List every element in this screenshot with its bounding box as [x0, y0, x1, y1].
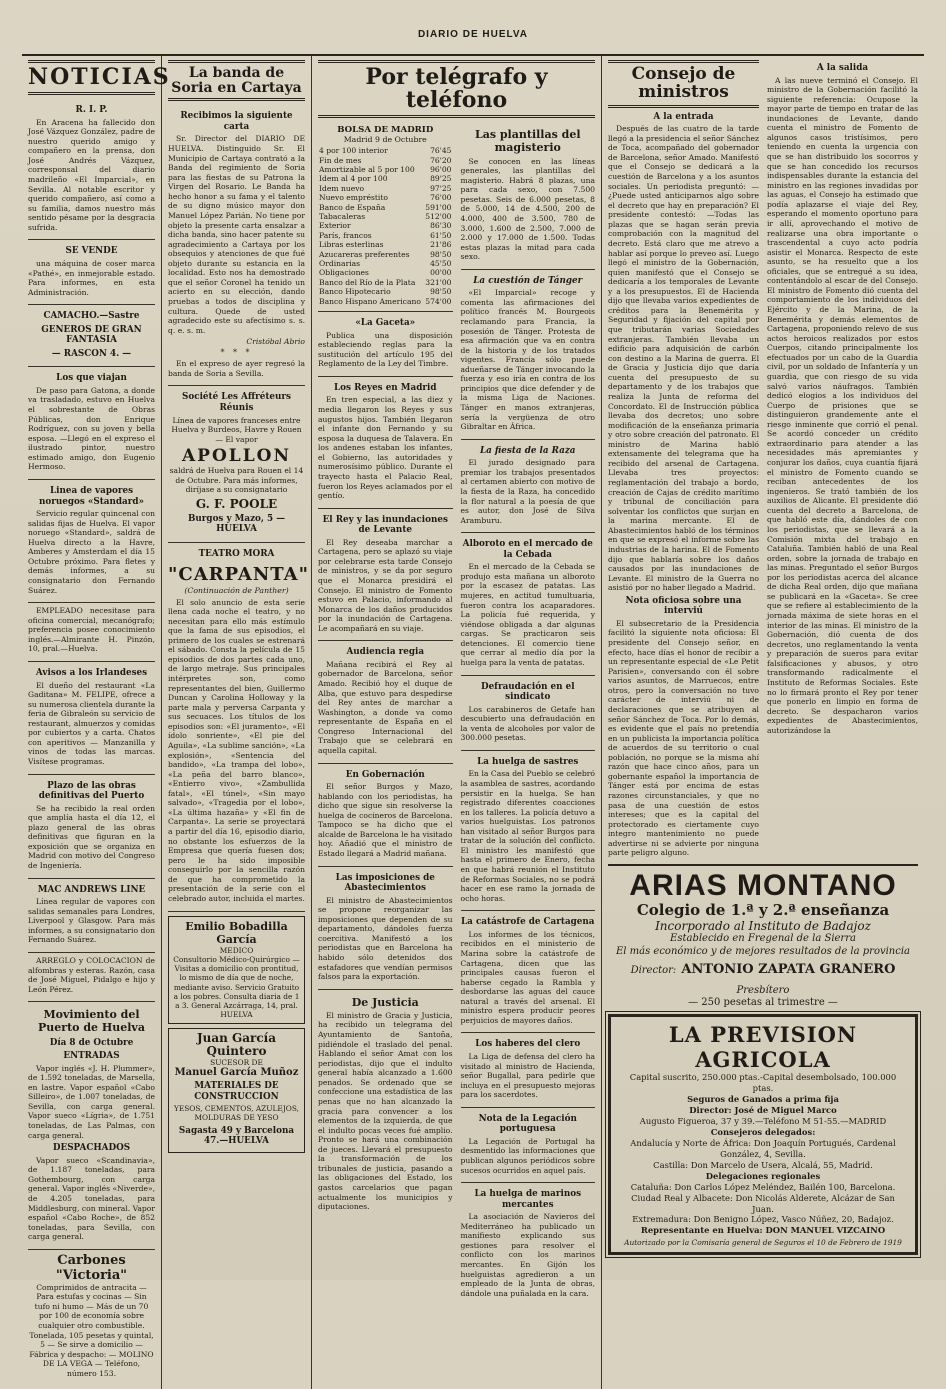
- bolsa-security: 4 por 100 interior: [319, 146, 388, 156]
- reyes: [318, 377, 453, 509]
- raza-body: El jurado designado para premiar los trabajos presentados al certamen abierto con motivo de la fiesta de la Raza, ha concedido la flor natural a la poesía de que es autor, don José de Silva Aramburu.: [460, 458, 595, 525]
- mercado-cebada: [461, 533, 596, 675]
- bolsa-row: [318, 156, 453, 165]
- vapores-title: Linea de vapores noruegos «Standard»: [38, 485, 145, 507]
- catastrofe-cartagena: [461, 911, 596, 1033]
- movimiento-puerto: [28, 1002, 155, 1250]
- bolsa-quote: 89'25: [430, 174, 452, 184]
- quintero-ad: [168, 1028, 305, 1153]
- huelga-marinos: [461, 1183, 596, 1305]
- avisos-body: El dueño del restaurant «La Gaditana» M. FELIPE, ofrece a su numerosa clientela durante la feria de Gibraleón su servicio de restaurant, almuerzos y comidas por cubiertos y a carta. Chatos con aperitivos — Manzanilla y vinos de todas las marcas. Visítese programas.: [28, 680, 155, 766]
- bolsa-security: Amortizable al 5 por 100: [319, 165, 415, 174]
- justicia-title: De Justicia: [351, 995, 419, 1009]
- prevision-lines: [619, 1072, 907, 1236]
- sastres-body: En la Casa del Pueblo se celebró la asamblea de sastres, acordando persistir en la huelga. Se han registrado diferentes coacciones en los talleres. La policía detuvo a varios huelguistas. Los patronos han visitado al señor Burgos para tratar de la solución del conflicto. El ministro les manifestó que hasta el primero de Enero, fecha en que habrá reunión el Instituto de Reformas Sociales, no se podrá hacer en ese ramo la jornada de ocho horas.: [460, 769, 595, 903]
- prevision-line: Extremadura: Don Benigno López, Vasco Núñez, 20, Badajoz.: [632, 1214, 894, 1225]
- tanger-body: «El Imparcial» recoge y comenta las afirmaciones del político francés M. Bourgeois reclamando para Francia, la posesión de Tánger. Protesta de esa afirmación que va en contra de la historia y de los tratados vigentes. Francia sólo puede adueñarse de Tánger invocando la fuerza y eso iría en contra de los principios que dice defender y de la misma Liga de Naciones. Tánger en manos extranjeras, sería la vergüenza de otro Gibraltar en África.: [460, 288, 595, 432]
- salida-title: A la salida: [816, 63, 869, 73]
- movimiento-date: Día 8 de Octubre: [49, 1037, 134, 1048]
- gaceta-body: Publica una disposición estableciendo reglas para la sustitución del artículo 195 del Reglamento de la Ley del Timbre.: [318, 330, 453, 369]
- arias-director: ANTONIO ZAPATA GRANERO: [681, 962, 896, 978]
- legacion-portuguesa: [461, 1108, 596, 1183]
- arias-line3: Establecido en Fregenal de la Sierra: [670, 933, 856, 945]
- telegrafo-left: [318, 122, 453, 1305]
- bolsa-title: BOLSA DE MADRID: [337, 125, 434, 136]
- oficiosa-title: Nota oficiosa sobre una interviú: [625, 595, 742, 617]
- bolsa-security: Tabacaleras: [319, 212, 366, 222]
- gobernacion: [318, 764, 453, 867]
- bolsa-security: Obligaciones: [319, 268, 369, 278]
- bolsa-quote: 98'50: [430, 287, 452, 297]
- telegrafo-masthead: Por telégrafo y teléfono: [318, 60, 595, 118]
- banda-intro: Recibimos la siguiente carta: [180, 111, 293, 132]
- tanger: [461, 270, 596, 440]
- doctor-title: MEDICO: [219, 945, 254, 955]
- columns: [22, 56, 924, 1378]
- que-viajan: [28, 367, 155, 480]
- mercado-body: En el mercado de la Cebada se produjo esta mañana un alboroto por la escasez de patatas. Las mujeres, en actitud tumultuaria, fueron contra los acaparadores. La policía fué requerida, y viéndose obligada a dar algunas cargas. Se practicaron seis detenciones. El comercio tiene que cerrar al medio día por la huelga para la venta de patatas.: [460, 562, 595, 667]
- prevision-line: Capital suscrito, 250.000 ptas.-Capital desembolsado, 100.000 ptas.: [629, 1072, 897, 1094]
- audiencia: [318, 641, 453, 763]
- bolsa-row: [318, 221, 453, 230]
- doctor-ad: [168, 916, 305, 1024]
- prevision-name: LA PREVISION AGRICOLA: [668, 1022, 858, 1073]
- entradas-body: Vapor inglés «J. H. Plummer», de 1.592 toneladas, de Marsella, en lastre. Vapor español «Cabo Silleiro», de 1.007 toneladas, de Sevilla, con carga general. Vapor sueco «Lígria», de 1.751 toneladas, de Las Palmas, con carga general.: [28, 1063, 155, 1140]
- catastrofe-title: La catástrofe de Cartagena: [461, 917, 595, 928]
- plazo-obras: [28, 775, 155, 879]
- empleado-body: EMPLEADO necesitase para oficina comercial, mecanógrafo; preferencia posee conocimiento inglés.—Almirante H. Pinzón, 10, pral.—Huelva.: [28, 606, 155, 654]
- bolsa-madrid: [318, 122, 453, 312]
- bolsa-row: [318, 203, 453, 212]
- rip-title: R. I. P.: [75, 105, 108, 116]
- oficiosa-body: El subsecretario de la Presidencia facilitó la siguiente nota oficiosa: El presidente del Consejo señor, en efecto, hace días el honor de recibir a un representante especial de «Le Petit Parisien», conversando con él sobre varios asuntos, de Marruecos, entre otros, pero la conversación no tuvo carácter de interviú ni de declaraciones que se atribuyen al señor Sánchez de Toca. Por lo demás, es evidente que el país no pretendía en un publicista la importancia política de acuerdos de su territorio o cual población, no porque se la misma ahí razón que hace cinco años, para un gobernante español la importancia de Tánger está por encima de estas razones circunstanciales, y que no pasa de una cuestión de estos intereses; que es la capital del protectorado es ciertamente cuyo integro mantenimiento no puede advertirse ni se advierte por ninguna parte peligro alguno.: [608, 618, 759, 858]
- bolsa-quote: 76'20: [430, 155, 452, 165]
- doctor-name: Emilio Bobadilla García: [185, 919, 288, 946]
- gaceta-title: «La Gaceta»: [355, 318, 416, 329]
- defraudacion: [461, 676, 596, 751]
- bolsa-quote: 574'00: [425, 296, 452, 306]
- gaceta: [318, 312, 453, 377]
- abastecimientos: [318, 867, 453, 990]
- sindical-body: Los carabineros de Getafe han descubierto una defraudación en la venta de alcoholes por valor de 300.000 pesetas.: [460, 704, 595, 743]
- audiencia-body: Mañana recibirá el Rey al gobernador de Barcelona, señor Amado. Recibió hoy el duque de Alba, que estuvo para despedirse del Rey antes de marchar a Washington, a donde va como representante de España en el Congreso Internacional del Trabajo que se celebrará en aquella capital.: [318, 659, 453, 755]
- plantillas: [461, 122, 596, 270]
- bolsa-row: [318, 297, 453, 306]
- huelga-sastres: [461, 751, 596, 911]
- teatro-title: TEATRO MORA: [198, 548, 275, 559]
- sindical-title: Defraudación en el sindicato: [480, 681, 575, 703]
- noticias-masthead: NOTICIAS: [28, 60, 155, 95]
- carbones-body: Comprimidos de antracita — Para estufas y cocinas — Sin tufo ni humo — Más de un 70 por 100 de economía sobre cualquier otro combustible. Tonelada, 105 pesetas y quintal, 5 — Se sirve a domicilio — Fábrica y despacho: — MOLINO DE LA VEGA — Teléfono, número 153.: [29, 1282, 154, 1378]
- rey-inund-title: El Rey y las inundaciones de Levante: [322, 514, 448, 536]
- bolsa-quote: 321'00: [425, 277, 452, 287]
- se-vende-ad: [28, 240, 155, 305]
- despachados-body: Vapor sueco «Scandinavia», de 1.187 toneladas, para Gothembourg, con carga general. Vapor inglés «Niverde», de 4.205 toneladas, para Middlesburg, con mineral. Vapor español «Cabo Roche», de 852 toneladas, para Sevilla, con carga general.: [28, 1155, 155, 1242]
- quintero-goods: MATERIALES DE CONSTRUCCION: [194, 1081, 279, 1102]
- rey-inundaciones: [318, 509, 453, 642]
- carpanta-title: "CARPANTA": [168, 563, 310, 585]
- vapores-body: Servicio regular quincenal con salidas fijas de Huelva. El vapor noruego «Standard», saldrá de Huelva directo a la Havre, Amberes y Amsterdam el día 15 Octubre próximo. Para fletes y demás informes, a su consignatario don Fernando Suárez.: [28, 509, 155, 595]
- bolsa-security: Banco de España: [319, 202, 386, 212]
- plantillas-title: Las plantillas del magisterio: [474, 128, 581, 155]
- arias-director-label: Director:: [630, 965, 677, 977]
- bolsa-security: Banco del Río de la Plata: [319, 277, 416, 287]
- bolsa-security: Idem al 4 por 100: [319, 174, 388, 184]
- bolsa-quote: 96'00: [430, 165, 452, 174]
- bolsa-security: Nuevo empréstito: [319, 193, 388, 203]
- arias-line1: Colegio de 1.ª y 2.ª enseñanza: [636, 901, 890, 920]
- carbones-ad: [28, 1250, 155, 1386]
- prevision-line: Consejeros delegados:: [710, 1127, 816, 1138]
- consejo-right: [767, 60, 918, 860]
- que-viajan-title: Los que viajan: [56, 373, 127, 384]
- column-banda: [162, 56, 312, 1389]
- banda-article: [168, 105, 305, 386]
- bolsa-row: [318, 174, 453, 183]
- teatro-body: El solo anuncio de esta serie llena cada noche el teatro, y no necesitan para ello más estímulo que la fama de sus episodios, el primero de los cuales se estrenará el sábado. Consta la película de 15 episodios de dos partes cada uno, de largo metraje. Sus principales intérpretes son, como representantes del bien, Guillermo Duncan y Carolina Holloway y la parte mala y perversa Carpanta y sus secuaces. Los títulos de los episodios son: «El juramento», «El ídolo sonriente», «El pie del Aguila», «La sublime sanción», «La explosión», «Sentencia del bandido», «La trampa del lobo», «La peña del barro blanco», «Entierro vivo», «Zambullida fatal», «El túnel», «Sin mayo salvado», «Tragedia por el lobo», «La última hazaña» y «El fin de Carpanta». La serie se proyectará a partir del día 16, episodio diario, no obstante los esfuerzos de la Empresa que quería fuesen dos; pero le ha sido imposible conseguirlo por la sencilla razón de que ha comprometido la presentación de la serie con el celebrado autor, incluida el martes.: [168, 597, 305, 903]
- bolsa-row: [318, 231, 453, 240]
- marinos-title: La huelga de marinos mercantes: [474, 1189, 582, 1210]
- mac-title: MAC ANDREWS LINE: [37, 884, 146, 895]
- bolsa-row: [318, 240, 453, 249]
- gobernacion-body: El señor Burgos y Mazo, hablando con los periodistas, ha dicho que sigue sin resolverse la huelga de cocineros de Barcelona. Tampoco se ha dicho que el alcalde de Barcelona le ha visitado hoy. Añadió que el ministro de Estado llegará a Madrid mañana.: [318, 782, 453, 858]
- banda-note: En el expreso de ayer regresó la banda de Soria a Sevilla.: [168, 359, 305, 378]
- se-vende-body: una máquina de coser marca «Pathé», en inmejorable estado. Para informes, en esta Administración.: [28, 258, 155, 297]
- teatro-mora: [168, 543, 310, 912]
- paper-name: DIARIO DE HUELVA: [417, 28, 529, 40]
- prevision-line: Director: José de Miguel Marco: [689, 1105, 837, 1116]
- bolsa-quote: 76'00: [430, 193, 452, 203]
- prevision-line: Castilla: Don Marcelo de Usera, Alcalá, 55, Madrid.: [653, 1159, 873, 1170]
- reyes-title: Los Reyes en Madrid: [334, 382, 437, 393]
- mac-andrews-ad: [28, 879, 155, 953]
- quintero-name: Juan García Quintero: [196, 1030, 277, 1058]
- bolsa-security: París, francos: [319, 230, 372, 240]
- column-noticias: [22, 56, 171, 1389]
- bolsa-quote: 97'25: [430, 183, 452, 193]
- banda-signature: Cristóbal Abrio: [246, 337, 305, 347]
- bolsa-quote: 86'30: [430, 221, 452, 231]
- bolsa-date: Madrid 9 de Octubre: [343, 135, 427, 145]
- avisos-title: Avisos a los Irlandeses: [35, 667, 148, 678]
- prevision-line: Ciudad Real y Albacete: Don Nicolás Alderete, Alcázar de San Juan.: [631, 1192, 895, 1214]
- societe-ad: [168, 386, 305, 543]
- fiesta-raza: [461, 440, 596, 533]
- bolsa-quote: 00'00: [430, 268, 452, 278]
- camacho-name: CAMACHO.—Sastre: [43, 311, 140, 322]
- bolsa-security: Idem nuevo: [319, 183, 365, 193]
- portuguesa-title: Nota de la Legación portuguesa: [478, 1113, 577, 1135]
- bolsa-row: [318, 212, 453, 221]
- arias-line2: Incorporado al Instituto de Badajoz: [655, 919, 871, 934]
- marinos-body: La asociación de Navieros del Mediterráneo ha publicado un manifiesto explicando sus gestiones para resolver el conflicto con los marinos mercantes. En Gijón los huelguistas agredieron a un empleado de la Junta de obras, dándole una puñalada en la cara.: [460, 1212, 595, 1298]
- bolsa-security: Exterior: [319, 221, 351, 231]
- arreglo-body: ARREGLO y COLOCACION de alfombras y esteras. Razón, casa de José Miguel, Pidalgo e hijo y León Pérez.: [28, 955, 155, 994]
- apollon-agent: G. F. POOLE: [195, 496, 278, 511]
- bolsa-table: [318, 146, 453, 306]
- bolsa-row: [318, 268, 453, 277]
- prevision-line: Cataluña: Don Carlos López Meléndez, Bailén 100, Barcelona.: [630, 1181, 896, 1192]
- societe-title: Société Les Affréteurs Réunis: [182, 392, 291, 413]
- quintero-sucesor: SUCESOR DE: [210, 1057, 263, 1067]
- plazo-body: Se ha recibido la real orden que amplía hasta el día 12, el plazo general de las obras definitivas que figuran en la exposición que se organiza en Madrid con motivo del Congreso de Ingeniería.: [28, 803, 155, 871]
- camacho-ad: [28, 305, 155, 367]
- prevision-line: Augusto Figueroa, 37 y 39.—Teléfono M 51-55.—MADRID: [639, 1116, 887, 1127]
- justicia-body: El ministro de Gracia y Justicia, ha recibido un telegrama del Ayuntamiento de Santoña, pidiéndole el traslado del penal. Hablando el señor Amat con los periodistas, dijo que el indulto general había alcanzado a 1.600 penados. Se ordenado que se confeccione una estadística de las penas que no han alcanzado la gracia para convencer a los elementos de la izquierda, de que el indulto pocas veces fué amplio. Pronto se hará una combinación de jueces. Llevará el presupuesto la transformación de los tribunales de justicia, pasando a las obligaciones del Estado, los gastos carcelarios que pagan actualmente los municipios y diputaciones.: [318, 1010, 453, 1212]
- bolsa-row: [318, 287, 453, 296]
- bolsa-quote: 61'50: [430, 230, 452, 240]
- movimiento-title: Movimiento del Puerto de Huelva: [38, 1008, 145, 1035]
- despachados-label: DESPACHADOS: [52, 1143, 131, 1154]
- justicia: [318, 990, 453, 1219]
- bolsa-row: [318, 146, 453, 155]
- empleado-ad: [28, 603, 155, 662]
- carpanta-subtitle: (Continuación de Panther): [184, 585, 289, 595]
- raza-title: La fiesta de la Raza: [479, 445, 576, 456]
- prevision-line: Seguros de Ganados a prima fija: [687, 1094, 839, 1105]
- bolsa-row: [318, 184, 453, 193]
- column-telegrafo: [312, 56, 602, 1389]
- arias-director-title: Presbítero: [736, 984, 790, 996]
- arias-price: — 250 pesetas al trimestre —: [688, 997, 838, 1009]
- consejo-left: [608, 60, 759, 860]
- arias-name: ARIAS MONTANO: [629, 868, 897, 902]
- clero-body: La Liga de defensa del clero ha visitado al ministro de Hacienda, señor Bugallal, para pedirle que incluya en el presupuesto mejoras para los sacerdotes.: [460, 1051, 595, 1100]
- rey-inund-body: El Rey deseaba marchar a Cartagena, pero se aplazó su viaje por celebrarse esta tarde Consejo de ministros, y se da por seguro que el Monarca presidirá el Consejo. El ministro de Fomento estuvo en Palacio, informando al Monarca de los daños producidos por la inundación de Cartagena. Le acompañará en su viaje.: [318, 537, 453, 633]
- arias-line4: El más económico y de mejores resultados de la provincia: [615, 945, 911, 957]
- arias-montano-ad: [608, 864, 918, 1009]
- banda-letter: Sr. Director del DIARIO DE HUELVA. Distinguido Sr. El Municipio de Cartaya contrató a la Banda del regimiento de Soria para las fiestas de su Patrona la Virgen del Rosario. Le Banda ha hecho honor a su fama y el talento de su digno músico mayor don Manuel López Parián. No tiene por objeto la presente carta ensalzar a dicha banda, sino hacer patente su agradecimiento a Cartaya por los obsequios y atenciones de que fué objeto durante su estancia en la localidad. Esto nos ha demostrado que el señor Coronel ha tenido un acierto en su elección, dando pruebas a todos de disciplina y cultura. Quede de usted agradecido este su afectísimo s. s. q. e. s. m.: [168, 134, 305, 335]
- entrada-body: Después de las cuatro de la tarde llegó a la presidencia el señor Sánchez de Toca, acompañado del gobernador de Barcelona, señor Amado. Manifestó que el Consejo se dedicará a la cuestión de Barcelona y a los asuntos sociales. Un periodista preguntó: —¿Puede usted anticiparnos algo sobre el decreto que hay en preparación? El presidente contestó: —Todas las plazas que se hagan serán previa comprobación con la magnitud del decreto. Está claro que me atrevo a hablar así porque lo preveo así. Luego llegó el ministro de la Gobernación, quien manifestó que el Consejo se dedicaría a los temporales de Levante y a los presupuestos. El de Hacienda dijo que llevaba varios expedientes de créditos para la Benemérita y Seguridad y fijación del capital por que tributarán varias Sociedades extranjeras. También llevaba un edificio para adquisición de carbón con destino a la Marina de guerra. El de Gracia y Justicia dijo que daría cuenta del presupuesto de su departamento y de los trabajos que realiza la Junta de reforma del Concordato. El de Instrucción pública llevaba dos decretos; uno sobre modificación de la enseñanza primaria y otro sobre creación del patronato. El ministro de Marina habló extensamente del telegrama que ha recibido del arsenal de Cartagena. Llevaba tres proyectos: reglamentación del trabajo a bordo, creación de Cajas de crédito marítimo y tribunal de conciliación para solventar los conflictos que surjan en la marina mercante. El de Abastecimientos habló de los términos en que se expresó el informe sobre las industrias de la harina. El de Fomento dijo que hablaría sobre los daños causados por las inundaciones de Levante. El ministro de la Guerra no asistió por no haber llegado a Madrid.: [608, 124, 759, 593]
- entradas-label: ENTRADAS: [63, 1051, 120, 1062]
- bolsa-security: Fin de mes: [319, 155, 362, 165]
- vapores-ad: [28, 480, 155, 603]
- abastec-body: El ministro de Abastecimientos se propone reorganizar las imposiciones que dependen de su departamento, dándoles fuerza coercitiva. Manifestó a los periodistas que en Barcelona ha habido sólo detenidos dos estafadores que vendían permisos falsos para la exportación.: [318, 895, 453, 982]
- bolsa-row: [318, 250, 453, 259]
- prevision-agricola-ad: [608, 1014, 918, 1255]
- abastec-title: Las imposiciones de Abastecimientos: [335, 872, 435, 894]
- consejo-masthead: Consejo de ministros: [608, 60, 759, 108]
- prevision-line: Representante en Huelva: DON MANUEL VIZCAINO: [640, 1225, 886, 1236]
- rip-notice: [28, 99, 155, 240]
- bolsa-quote: 512'00: [425, 212, 452, 222]
- prevision-line: Delegaciones regionales: [705, 1170, 821, 1181]
- banda-masthead: La banda de Soria en Cartaya: [168, 60, 305, 101]
- prevision-foot: Autorizado por la Comisaría general de Seguros el 10 de Febrero de 1919: [624, 1238, 902, 1248]
- running-header: [22, 18, 924, 56]
- se-vende-title: SE VENDE: [65, 246, 118, 257]
- audiencia-title: Audiencia regia: [346, 647, 425, 658]
- bolsa-row: [318, 259, 453, 268]
- apollon-name: APOLLON: [181, 446, 292, 467]
- societe-body: Línea de vapores franceses entre Huelva y Burdeos, Havre y Rouen — El vapor: [171, 415, 302, 444]
- tanger-title: La cuestión de Tánger: [473, 275, 583, 286]
- bolsa-quote: 591'00: [425, 202, 452, 212]
- reyes-body: En tren especial, a las diez y media llegaron los Reyes y sus augustos hijos. También llegaron el infante don Fernando y su esposa la duquesa de Talavera. En los andenes estaban los infantes, el Gobierno, las autoridades y numerosísimo público. Durante el trayecto hasta el Palacio Real, fueron los Reyes aclamados por el gentío.: [318, 395, 453, 501]
- bolsa-quote: 76'45: [430, 146, 452, 156]
- doctor-body: Consultorio Médico-Quirúrgico — Visitas a domicilio con prontitud, lo mismo de día que de noche, mediante aviso. Servicio Gratuito a los pobres. Consulta diaria de 1 a 3. General Azcárraga, 14, pral. HUELVA: [173, 954, 300, 1020]
- mercado-title: Alboroto en el mercado de la Cebada: [462, 539, 593, 560]
- bolsa-row: [318, 165, 453, 174]
- haberes-clero: [461, 1033, 596, 1107]
- bolsa-security: Libras esterlinas: [319, 240, 384, 250]
- clero-title: Los haberes del clero: [475, 1039, 581, 1050]
- bolsa-security: Ordinarias: [319, 259, 361, 269]
- mac-body: Línea regular de vapores con salidas semanales para Londres, Liverpool y Glasgow. Para más informes, a su consignatario don Fernando Suárez.: [28, 897, 155, 945]
- rip-body: En Aracena ha fallecido don José Vázquez González, padre de nuestro querido amigo y compañero en la prensa, don José Andrés Vázquez, corresponsal del diario madrileño «El Imparcial», en Sevilla. Al notable escritor y querido compañero, así como a su familia, damos nuestro más sentido pésame por la desgracia sufrida.: [28, 117, 155, 232]
- catastrofe-body: Los informes de los técnicos, recibidos en el ministerio de Marina sobre la catástrofe de Cartagena, dicen que las principales causas fueron el haberse cegado la Rambla y desbordarse las aguas del cauce natural a través del arsenal. El ministro espera producir peores perjuicios de mayores daños.: [460, 929, 595, 1025]
- apollon-body: saldrá de Huelva para Rouen el 14 de Octubre. Para más informes, diríjase a su consignatario: [169, 466, 304, 495]
- bolsa-quote: 21'86: [430, 240, 452, 250]
- camacho-line1: GENEROS DE GRAN FANTASIA: [41, 324, 142, 346]
- que-viajan-body: De paso para Gatona, a donde va trasladado, estuvo en Huelva el sobrestante de Obras Públicas, don Enrique Rodríguez, con su joven y bella esposa. —Llegó en el expreso el ilustrado pintor, nuestro estimado amigo, don Eugenio Hermoso.: [28, 385, 155, 472]
- prevision-line: Andalucía y Norte de África: Don Joaquín Portugués, Cardenal González, 4, Sevilla.: [630, 1137, 896, 1159]
- salida-body: A las nueve terminó el Consejo. El ministro de la Gobernación facilitó la siguiente referencia: Ocupose la mayor parte de tiempo en tratar de las inundaciones de Levante, dando cuenta el ministro de Fomento de algunos casos tristísimos, pero teniendo en cuenta la urgencia con que se han distribuido los socorros y que se han concedido los recursos indispensables durante la estancia del ministro en las regiones invadidas por las aguas, el Consejo ha estimado que podía aplazarse el viaje del Rey, esperando el momento oportuno para ir allí, aprovechando el motivo de realizarse una obra importante o trascendental a cuyo acto podría asistir el Monarca. Respecto de este asunto, se ha resuelto que a los oficiales, que se entregué a su idea, contentándolo al escar de del Consejo. El ministro de Fomento dió cuenta del comportamiento de los individuos del Ejército y de la Marina, de la Benemérita y demás elementos de Cartagena, proponiendo relevo de sus actos heroicos realizados por estos Cuerpos, citando principalmente los efectuados por un cabo de la Guardia civil, por un soldado de Infantería y un guardia, que con riesgo de su vida salvó varios náufragos. También dedicó elogios a los individuos del Cuerpo de prisiones que se distinguieron grandemente ante el riesgo inminente que corrió el penal. Se acordó conceder un crédito extraordinario para atender a las necesidades más apremiantes y conjurar los daños, cuya cuantía fijará el ministro de Fomento cuando se reciban antecedentes de los ingenieros. Se trató también de los auxilios de Alicante. El presidente dió cuenta del decreto a Barcelona, de que habló este día, dándoles de con los periodistas, que se llevará a la Comisión mixta del trabajo en Cataluña. También habló de una Real orden, sobre la jornada de trabajo en las minas. Preguntado el señor Burgos por los periodistas acerca del alcance de dicha Real orden, dijo que mañana se publicará en la «Gaceta». Se cree que se refiere al establecimiento de la jornada máxima de siete horas en el interior de las minas. El ministro de la Gobernación, dió cuenta de dos decretos, uno reglamentando la venta y preparación de sueros para evitar falsificaciones y abusos, y otro transformando radicalmente el Instituto de Reformas Sociales. Este no lo firmará pronto el Rey por tener que ponerlo en limpio en forma de decreto. Se despacharon varios expedientes de Abastecimientos, autorizándose la: [767, 75, 918, 735]
- separator: * * *: [220, 348, 253, 358]
- quintero-owner: Manuel García Muñoz: [174, 1067, 299, 1079]
- bolsa-security: Banco Hispano Americano: [319, 296, 421, 306]
- carbones-title: Carbones "Victoria": [55, 1252, 128, 1283]
- quintero-list: YESOS, CEMENTOS, AZULEJOS, MOLDURAS DE YESO: [173, 1104, 300, 1123]
- column-consejo: [602, 56, 924, 1389]
- plantillas-body: Se conocen en las líneas generales, las plantillas del magisterio. Habrá 8 plazas, una para cada sexo, con 7.500 pesetas. Seis de 6.000 pesetas, 8 de 5.000, 14 de 4.500, 200 de 4.000, 400 de 3.500, 780 de 3.000, 1.600 de 2.500, 7.000 de 2.000 y 17.000 de 1.500. Todas estas plazas la mitad para cada sexo.: [460, 156, 595, 262]
- bolsa-quote: 98'50: [430, 249, 452, 259]
- entrada-title: A la entrada: [653, 111, 714, 122]
- arreglo-ad: [28, 953, 155, 1002]
- sastres-title: La huelga de sastres: [477, 756, 579, 767]
- telegrafo-right: [461, 122, 596, 1305]
- gobernacion-title: En Gobernación: [345, 769, 425, 780]
- bolsa-security: Banco Hipotecario: [319, 287, 391, 297]
- camacho-line2: — RASCON 4. —: [51, 348, 132, 359]
- bolsa-row: [318, 193, 453, 202]
- quintero-addr: Sagasta 49 y Barcelona 47.—HUELVA: [178, 1125, 295, 1147]
- apollon-addr: Burgos y Mazo, 5 — HUELVA: [187, 513, 286, 535]
- portuguesa-body: La Legación de Portugal ha desmentido las informaciones que publican algunos periódicos sobre sucesos ocurridos en aquel país.: [460, 1136, 595, 1175]
- bolsa-security: Azucareras preferentes: [319, 249, 410, 259]
- bolsa-quote: 45'50: [430, 259, 452, 269]
- bolsa-row: [318, 278, 453, 287]
- plazo-title: Plazo de las obras definitivas del Puerto: [38, 780, 145, 802]
- avisos-ad: [28, 662, 155, 775]
